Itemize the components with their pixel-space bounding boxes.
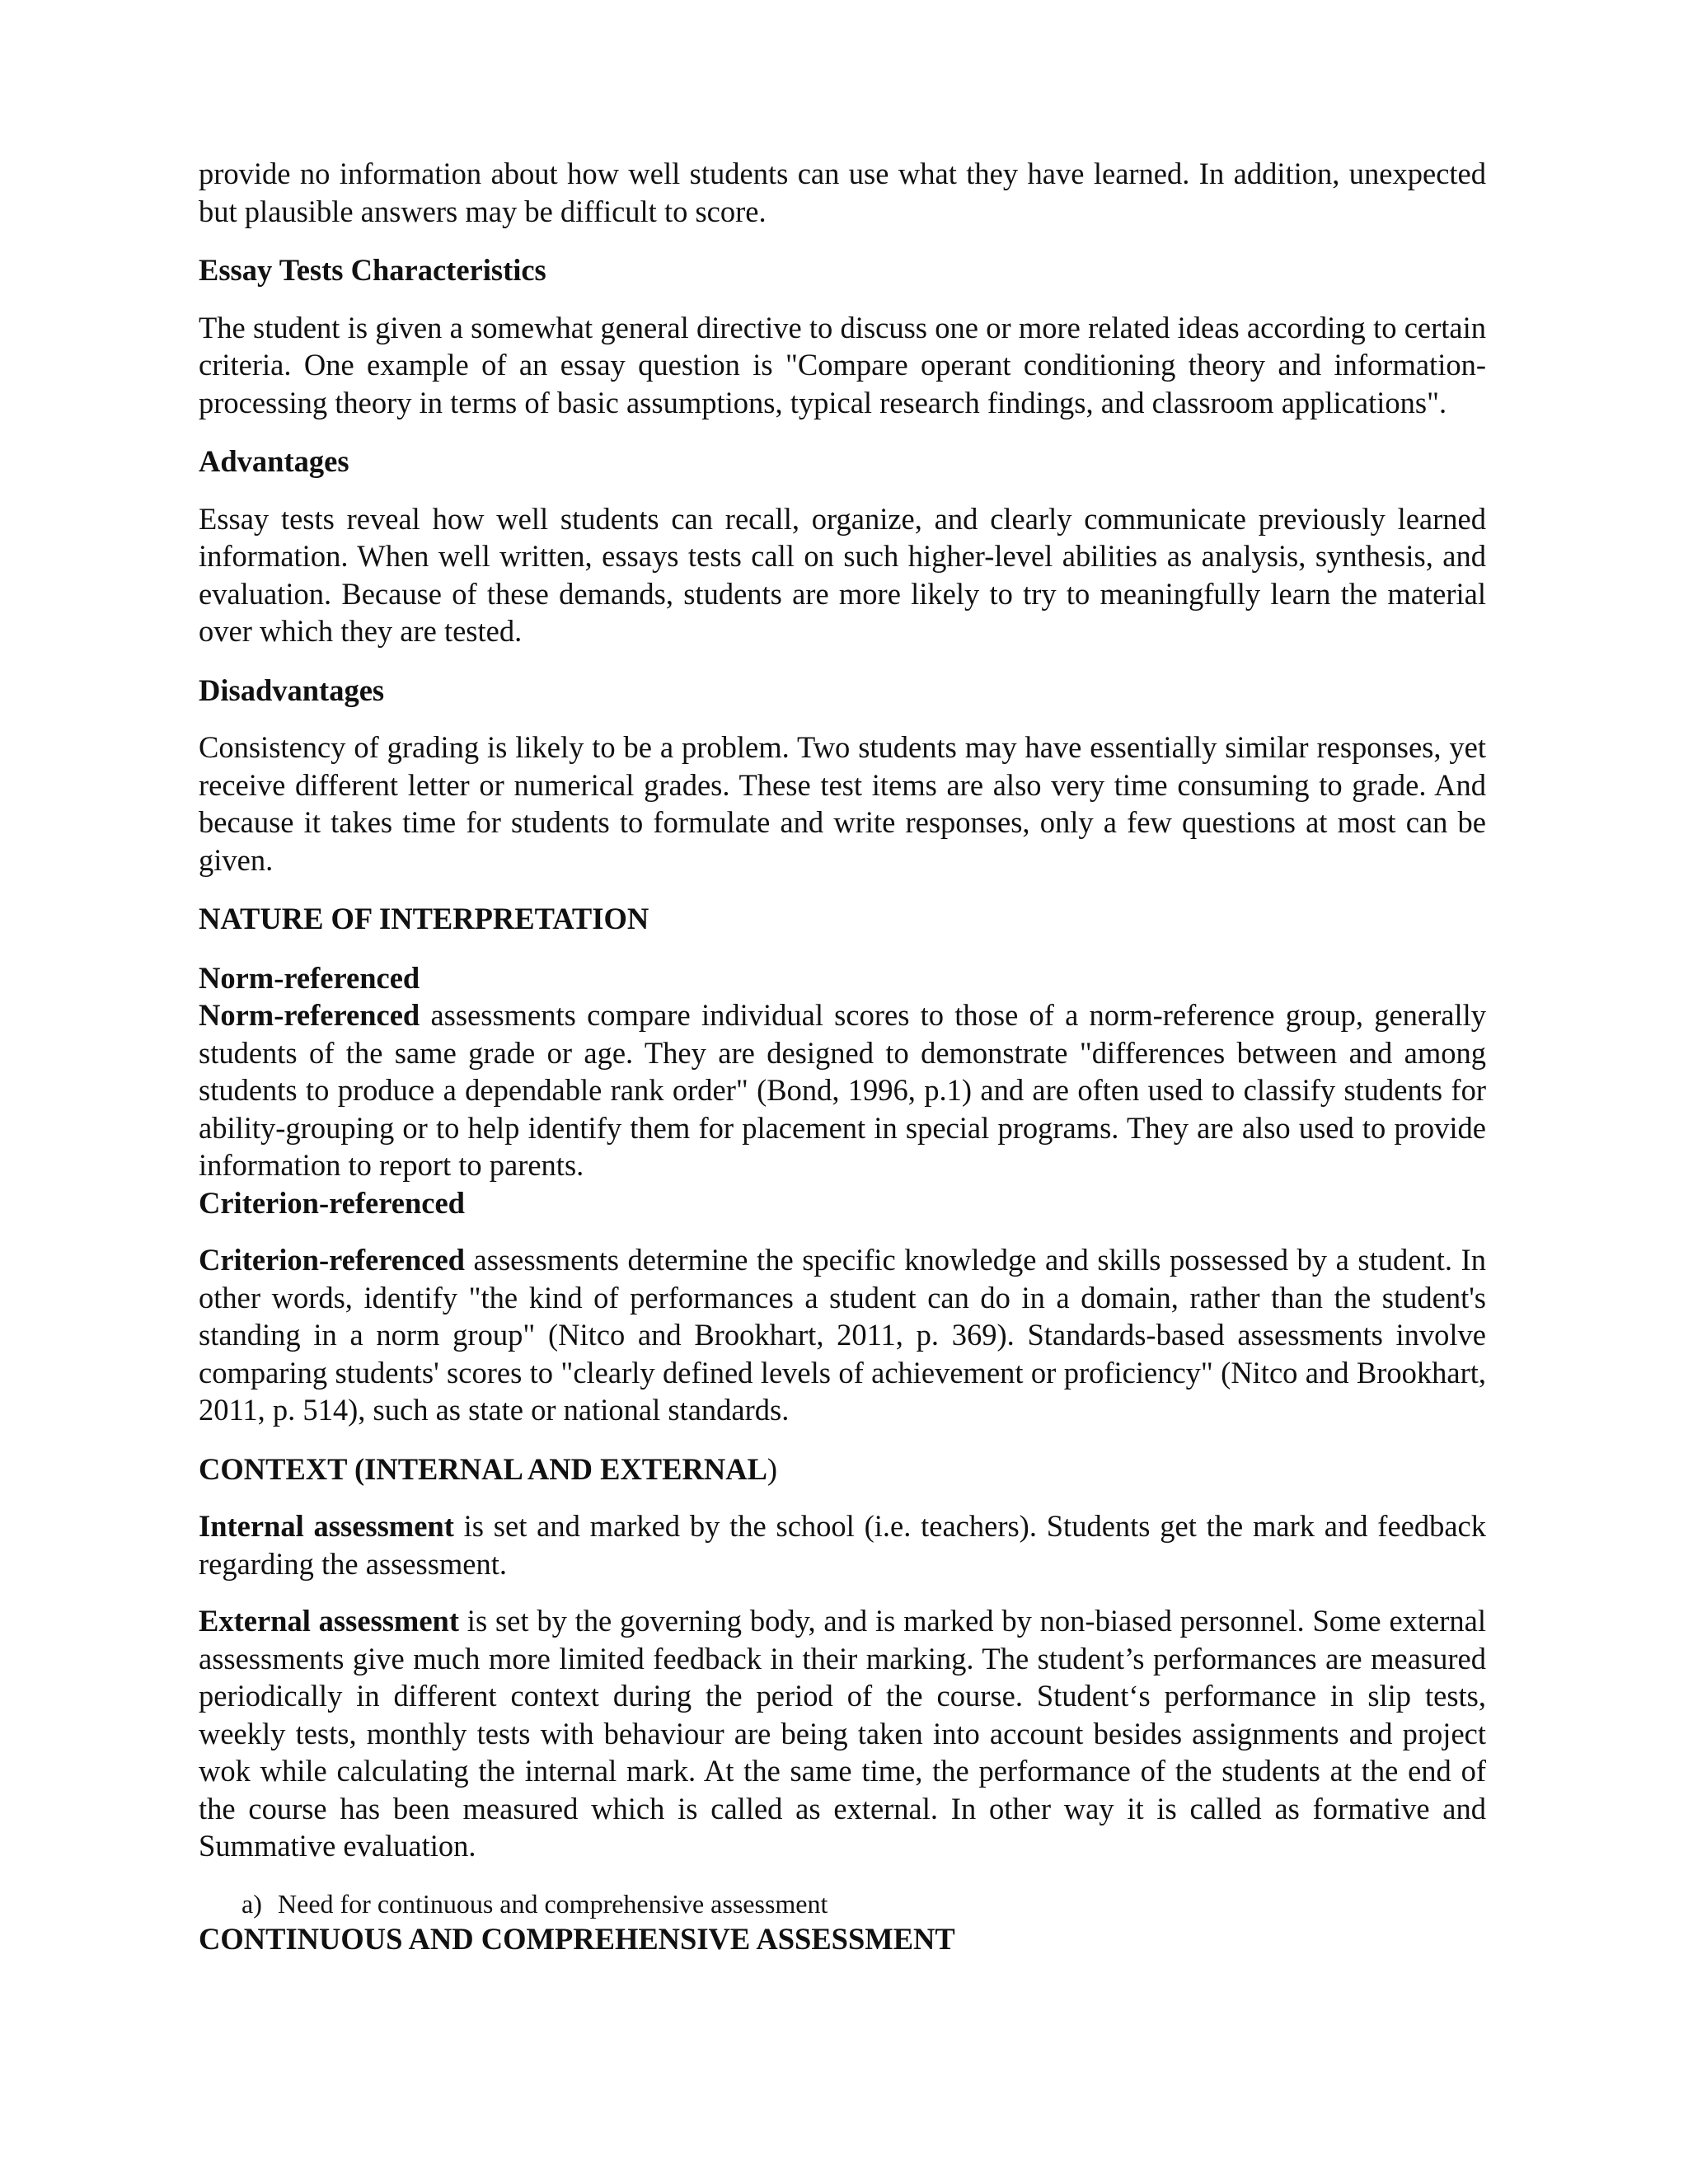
external-assessment-term: External assessment bbox=[199, 1604, 459, 1638]
heading-disadvantages: Disadvantages bbox=[199, 673, 385, 707]
list-item bbox=[199, 1887, 1486, 1920]
document-body bbox=[199, 155, 1486, 1957]
list-item-text: Need for continuous and comprehensive assessment bbox=[278, 1888, 828, 1919]
norm-referenced-text: assessments compare individual scores to those of a norm-reference group, generally students of the same grade or age. They are designed to demonstrate "differences between and among students to produce a dependable rank order" (Bond, 1996, p.1) and are often used to classify students for ability-grouping or to help identify them for placement in special programs. They are also used to provide information to report to parents. bbox=[199, 998, 1486, 1182]
internal-assessment-paragraph bbox=[199, 1507, 1486, 1582]
heading-advantages: Advantages bbox=[199, 444, 349, 478]
heading-context bbox=[199, 1451, 1486, 1488]
intro-paragraph: provide no information about how well students can use what they have learned. In addition, unexpected but plausible answers may be difficult to score. bbox=[199, 157, 1486, 228]
list-marker: a) bbox=[241, 1888, 262, 1919]
internal-assessment-text: is set and marked by the school (i.e. teachers). Students get the mark and feedback regarding the assessment. bbox=[199, 1509, 1487, 1581]
heading-context-text: CONTEXT (INTERNAL AND EXTERNAL bbox=[199, 1451, 767, 1486]
external-assessment-paragraph bbox=[199, 1602, 1486, 1865]
heading-essay-tests: Essay Tests Characteristics bbox=[199, 253, 546, 287]
heading-norm-referenced: Norm-referenced bbox=[199, 960, 420, 995]
norm-referenced-paragraph bbox=[199, 996, 1486, 1184]
heading-continuous-comprehensive: CONTINUOUS AND COMPREHENSIVE ASSESSMENT bbox=[199, 1921, 955, 1956]
heading-nature-of-interpretation: NATURE OF INTERPRETATION bbox=[199, 902, 649, 935]
criterion-referenced-text: assessments determine the specific knowledge and skills possessed by a student. In other words, identify "the kind of performances a student can do in a domain, rather than the student's standing in a norm group" (Nitco and Brookhart, 2011, p. 369). Standards-based assessments involve comparing students' scores to "clearly defined levels of achievement or proficiency" (Nitco and Brookhart, 2011, p. 514), such as state or national standards. bbox=[199, 1243, 1486, 1427]
essay-paragraph: The student is given a somewhat general directive to discuss one or more related ideas according to certain criteria. One example of an essay question is "Compare operant conditioning theory and information-processing theory in terms of basic assumptions, typical research findings, and classroom applications". bbox=[199, 310, 1486, 419]
norm-referenced-term: Norm-referenced bbox=[199, 998, 420, 1032]
advantages-paragraph: Essay tests reveal how well students can recall, organize, and clearly communicate previously learned information. When well written, essays tests call on such higher-level abilities as analysis, synthesis, and evaluation. Because of these demands, students are more likely to try to meaningfully learn the material over which they are tested. bbox=[199, 501, 1486, 648]
heading-criterion-referenced: Criterion-referenced bbox=[199, 1185, 465, 1220]
external-assessment-text: is set by the governing body, and is marked by non-biased personnel. Some external assessments give much more limited feedback in their marking. The student’s performances are measured periodically in different context during the period of the course. Student‘s performance in slip tests, weekly tests, monthly tests with behaviour are being taken into account besides assignments and project wok while calculating the internal mark. At the same time, the performance of the students at the end of the course has been measured which is called as external. In other way it is called as formative and Summative evaluation. bbox=[199, 1604, 1486, 1863]
disadvantages-paragraph: Consistency of grading is likely to be a problem. Two students may have essentially similar responses, yet receive different letter or numerical grades. These test items are also very time consuming to grade. And because it takes time for students to formulate and write responses, only a few questions at most can be given. bbox=[199, 730, 1486, 877]
criterion-referenced-term: Criterion-referenced bbox=[199, 1243, 465, 1277]
internal-assessment-term: Internal assessment bbox=[199, 1509, 454, 1543]
heading-context-paren: ) bbox=[767, 1451, 778, 1486]
criterion-referenced-paragraph bbox=[199, 1241, 1486, 1429]
